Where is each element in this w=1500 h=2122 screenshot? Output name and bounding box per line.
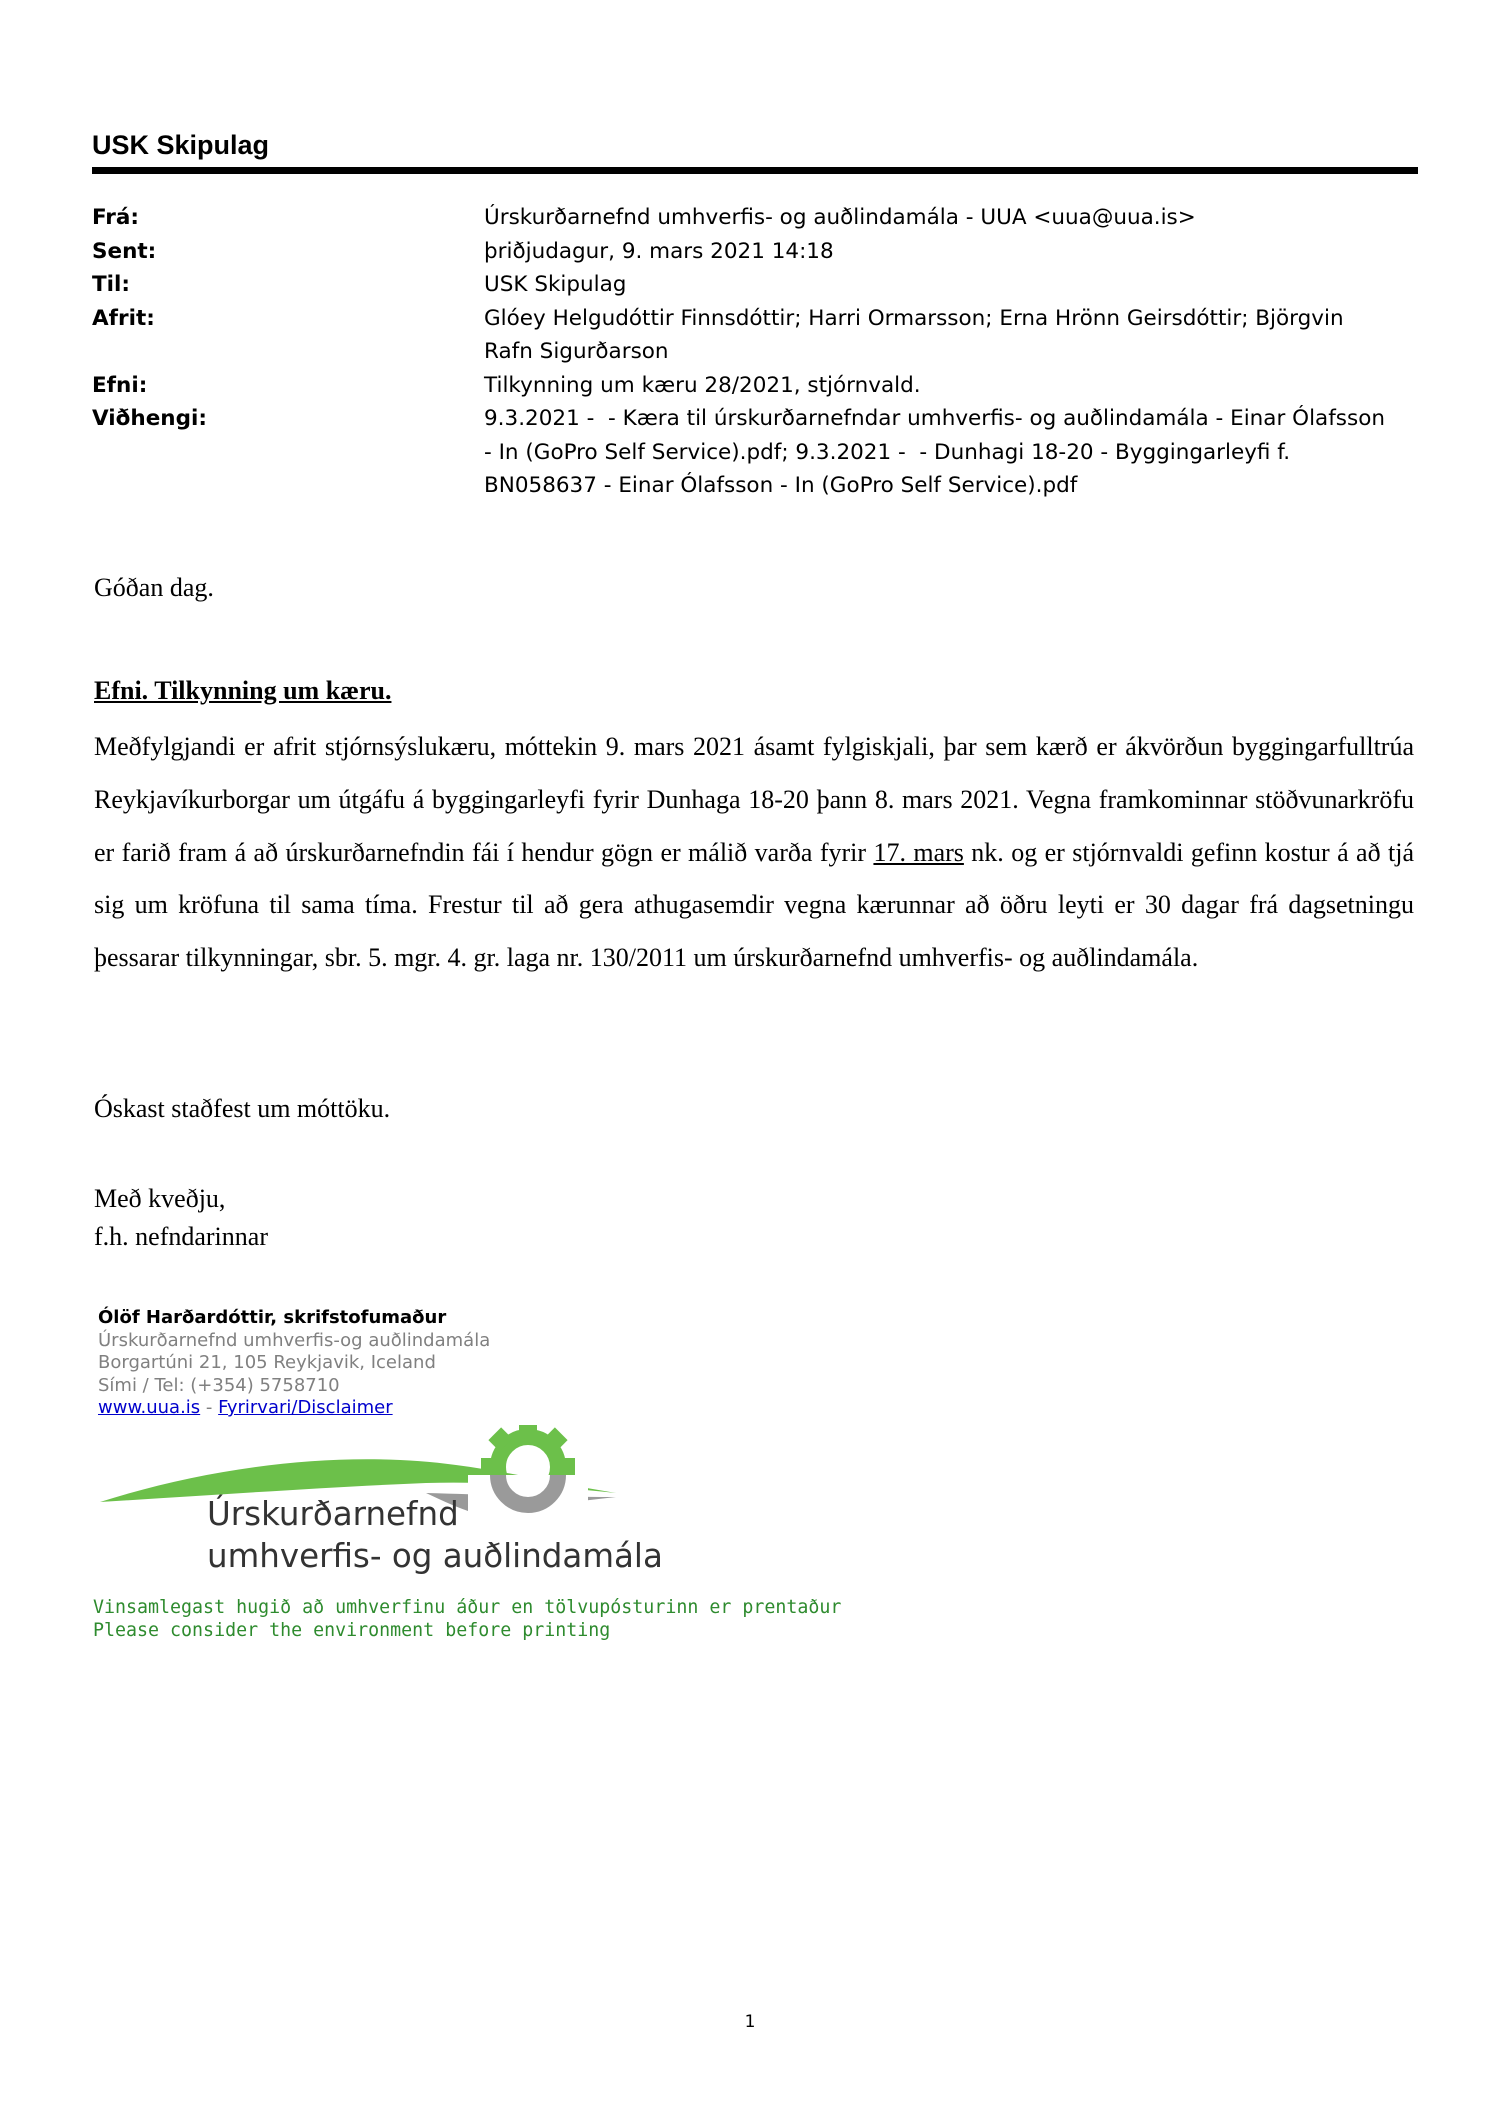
letter-paragraph — [94, 721, 1414, 985]
email-signature — [98, 1307, 490, 1420]
letter-subject: Efni. Tilkynning um kæru. — [94, 676, 392, 705]
signature-phone: Sími / Tel: (+354) 5758710 — [98, 1374, 340, 1396]
closing-line-2: f.h. nefndarinnar — [94, 1222, 268, 1251]
meta-row-from — [92, 201, 1422, 235]
meta-label-sent: Sent: — [92, 238, 157, 264]
signature-org: Úrskurðarnefnd umhverfis-og auðlindamála — [98, 1329, 491, 1351]
paragraph-text-2: nk. og er stjórnvaldi gefinn kostur á að tjá sig um kröfuna til sama tíma. Frestur til að gera athugasemdir vegna kærunnar að öðru leyti er 30 dagar frá dagsetningu þessarar tilkynningar, sbr. 5. mgr. 4. gr. laga nr. 130/2011 um úrskurðarnefnd umhverfis- og auðlindamála. — [94, 837, 1414, 973]
signature-name: Ólöf Harðardóttir, skrifstofumaður — [98, 1307, 447, 1328]
meta-label-cc: Afrit: — [92, 305, 155, 331]
meta-label-attachments: Viðhengi: — [92, 406, 207, 431]
meta-value-subject: Tilkynning um kæru 28/2021, stjórnvald. — [484, 372, 921, 398]
meta-value-sent: þriðjudagur, 9. mars 2021 14:18 — [484, 238, 834, 264]
website-link[interactable]: www.uua.is — [98, 1397, 201, 1418]
deadline-date: 17. mars — [873, 837, 964, 867]
disclaimer-link[interactable]: Fyrirvari/Disclaimer — [218, 1397, 393, 1418]
signature-address: Borgartúni 21, 105 Reykjavik, Iceland — [98, 1352, 436, 1373]
logo-text-line-1: Úrskurðarnefnd — [207, 1495, 459, 1533]
email-metadata — [92, 201, 1422, 503]
header-divider — [92, 167, 1418, 174]
meta-label-subject: Efni: — [92, 372, 148, 398]
meta-row-subject — [92, 369, 1422, 403]
page-number: 1 — [744, 2012, 756, 2032]
meta-value-from: Úrskurðarnefnd umhverfis- og auðlindamála - UUA <uua@uua.is> — [484, 205, 1196, 230]
confirmation-request: Óskast staðfest um móttöku. — [94, 1094, 391, 1123]
meta-value-cc: Glóey Helgudóttir Finnsdóttir; Harri Ormarsson; Erna Hrönn Geirsdóttir; Björgvin Rafn Sigurðarson — [484, 305, 1344, 364]
meta-row-to — [92, 268, 1422, 302]
meta-value-attachments: 9.3.2021 - - Kæra til úrskurðarnefndar umhverfis- og auðlindamála - Einar Ólafsson - In (GoPro Self Service).pdf; 9.3.2021 - - Dunhagi 18-20 - Byggingarleyfi f. BN058637 - Einar Ólafsson - In (GoPro Self Service).pdf — [484, 406, 1385, 498]
meta-row-cc — [92, 302, 1422, 369]
header-title: USK Skipulag — [92, 130, 270, 160]
meta-label-to: Til: — [92, 272, 131, 297]
logo-text — [207, 1493, 663, 1577]
meta-label-from: Frá: — [92, 205, 140, 230]
logo-text-line-2: umhverfis- og auðlindamála — [207, 1537, 663, 1575]
meta-row-sent — [92, 235, 1422, 269]
meta-value-to: USK Skipulag — [484, 272, 627, 297]
signature-links — [98, 1397, 490, 1420]
closing — [94, 1180, 1414, 1256]
environment-note — [93, 1596, 841, 1642]
environment-note-is: Vinsamlegast hugið að umhverfinu áður en tölvupósturinn er prentaður — [93, 1597, 842, 1618]
link-separator: - — [200, 1397, 219, 1418]
meta-row-attachments — [92, 402, 1422, 503]
closing-line-1: Með kveðju, — [94, 1184, 226, 1213]
greeting: Góðan dag. — [94, 573, 214, 602]
paragraph-text-1: Meðfylgjandi er afrit stjórnsýslukæru, móttekin 9. mars 2021 ásamt fylgiskjali, þar sem kærð er ákvörðun byggingarfulltrúa Reykjavíkurborgar um útgáfu á byggingarleyfi fyrir Dunhaga 18-20 þann 8. mars 2021. Vegna framkominnar stöðvunarkröfu er farið fram á að úrskurðarnefndin fái í hendur gögn er málið varða fyrir — [94, 732, 1414, 867]
environment-note-en: Please consider the environment before printing — [93, 1620, 611, 1641]
